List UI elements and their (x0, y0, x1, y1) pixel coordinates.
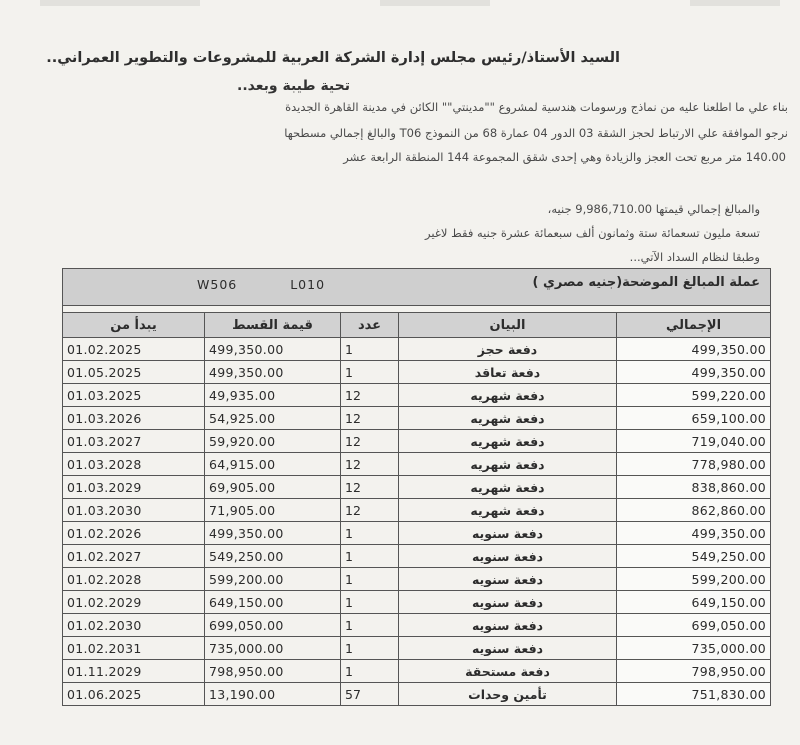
cell-start: 01.03.2028 (63, 453, 205, 476)
payment-system-line: وطبقا لنظام السداد الآتي... (629, 250, 760, 264)
table-row (63, 522, 771, 545)
cell-total: 719,040.00 (617, 430, 771, 453)
top-edge-fragment (380, 0, 490, 6)
header-installment: قيمة القسط (205, 313, 341, 338)
cell-total: 499,350.00 (617, 361, 771, 384)
header-start: يبدأ من (63, 313, 205, 338)
cell-count: 1 (341, 338, 399, 361)
cell-count: 12 (341, 499, 399, 522)
cell-total: 862,860.00 (617, 499, 771, 522)
table-row (63, 338, 771, 361)
table-header-row (63, 313, 771, 338)
cell-description: دفعة سنويه (399, 637, 617, 660)
paragraph-line-2: نرجو الموافقة علي الارتباط لحجز الشقة 03 الدور 04 عمارة 68 من النموذج T06 والبالغ إجمالي مسطحها (284, 126, 788, 140)
cell-start: 01.02.2027 (63, 545, 205, 568)
table-row (63, 453, 771, 476)
cell-installment: 599,200.00 (205, 568, 341, 591)
cell-total: 599,200.00 (617, 568, 771, 591)
top-edge-fragment (40, 0, 200, 6)
cell-description: دفعة شهريه (399, 453, 617, 476)
cell-count: 1 (341, 591, 399, 614)
cell-description: دفعة سنويه (399, 522, 617, 545)
table-row (63, 476, 771, 499)
cell-total: 599,220.00 (617, 384, 771, 407)
amount-in-words: تسعة مليون تسعمائة ستة وثمانون ألف سبعمائة عشرة جنيه فقط لاغير (425, 226, 760, 240)
cell-start: 01.03.2029 (63, 476, 205, 499)
cell-description: دفعة شهريه (399, 499, 617, 522)
cell-installment: 499,350.00 (205, 522, 341, 545)
table-row (63, 499, 771, 522)
table-row (63, 568, 771, 591)
code-1: W506 (197, 277, 238, 292)
cell-total: 649,150.00 (617, 591, 771, 614)
cell-installment: 54,925.00 (205, 407, 341, 430)
cell-installment: 69,905.00 (205, 476, 341, 499)
cell-description: تأمين وحدات (399, 683, 617, 706)
unit-codes (197, 277, 373, 292)
cell-total: 735,000.00 (617, 637, 771, 660)
cell-description: دفعة سنويه (399, 568, 617, 591)
table-spacer (63, 306, 771, 313)
greeting: تحية طيبة وبعد.. (237, 78, 350, 94)
cell-installment: 59,920.00 (205, 430, 341, 453)
cell-start: 01.02.2026 (63, 522, 205, 545)
table-title-bar (63, 269, 771, 306)
cell-count: 1 (341, 522, 399, 545)
cell-description: دفعة تعاقد (399, 361, 617, 384)
cell-total: 499,350.00 (617, 338, 771, 361)
cell-total: 798,950.00 (617, 660, 771, 683)
salutation: السيد الأستاذ/رئيس مجلس إدارة الشركة العربية للمشروعات والتطوير العمراني.. (46, 50, 620, 66)
payment-schedule-table (62, 268, 771, 706)
cell-installment: 649,150.00 (205, 591, 341, 614)
table-row (63, 545, 771, 568)
table-row (63, 614, 771, 637)
cell-start: 01.02.2029 (63, 591, 205, 614)
paragraph-line-1: بناء علي ما اطلعنا عليه من نماذج ورسومات هندسية لمشروع ""مدينتي"" الكائن في مدينة القاهرة الجديدة (285, 100, 788, 114)
table-body (63, 338, 771, 706)
cell-start: 01.02.2025 (63, 338, 205, 361)
code-2: L010 (290, 277, 326, 292)
cell-total: 499,350.00 (617, 522, 771, 545)
currency-label: عملة المبالغ الموضحة(جنيه مصري ) (532, 275, 761, 290)
cell-description: دفعة شهريه (399, 430, 617, 453)
table-row (63, 407, 771, 430)
cell-count: 12 (341, 407, 399, 430)
cell-start: 01.02.2030 (63, 614, 205, 637)
amount-line: والمبالغ إجمالي قيمتها 9,986,710.00 جنيه، (547, 202, 760, 216)
cell-total: 778,980.00 (617, 453, 771, 476)
cell-installment: 549,250.00 (205, 545, 341, 568)
cell-count: 57 (341, 683, 399, 706)
cell-installment: 64,915.00 (205, 453, 341, 476)
cell-start: 01.06.2025 (63, 683, 205, 706)
cell-description: دفعة شهريه (399, 476, 617, 499)
table-row (63, 430, 771, 453)
table-row (63, 384, 771, 407)
cell-description: دفعة مستحقة (399, 660, 617, 683)
cell-installment: 49,935.00 (205, 384, 341, 407)
cell-count: 12 (341, 476, 399, 499)
cell-count: 12 (341, 453, 399, 476)
cell-total: 838,860.00 (617, 476, 771, 499)
cell-installment: 499,350.00 (205, 338, 341, 361)
cell-start: 01.03.2025 (63, 384, 205, 407)
table-row (63, 361, 771, 384)
cell-count: 12 (341, 430, 399, 453)
cell-count: 1 (341, 568, 399, 591)
cell-description: دفعة سنويه (399, 591, 617, 614)
cell-total: 549,250.00 (617, 545, 771, 568)
paragraph-line-3: 140.00 متر مربع تحت العجز والزيادة وهي إحدى شقق المجموعة 144 المنطقة الرابعة عشر (343, 150, 786, 164)
cell-start: 01.03.2030 (63, 499, 205, 522)
cell-installment: 499,350.00 (205, 361, 341, 384)
cell-total: 751,830.00 (617, 683, 771, 706)
cell-count: 1 (341, 660, 399, 683)
cell-start: 01.11.2029 (63, 660, 205, 683)
cell-count: 12 (341, 384, 399, 407)
cell-start: 01.05.2025 (63, 361, 205, 384)
cell-start: 01.02.2031 (63, 637, 205, 660)
cell-installment: 699,050.00 (205, 614, 341, 637)
cell-total: 699,050.00 (617, 614, 771, 637)
cell-count: 1 (341, 545, 399, 568)
cell-description: دفعة شهريه (399, 407, 617, 430)
cell-installment: 798,950.00 (205, 660, 341, 683)
cell-start: 01.03.2027 (63, 430, 205, 453)
cell-count: 1 (341, 361, 399, 384)
top-edge-fragment (690, 0, 780, 6)
header-total: الإجمالي (617, 313, 771, 338)
header-description: البيان (399, 313, 617, 338)
cell-description: دفعة سنويه (399, 545, 617, 568)
table-row (63, 591, 771, 614)
cell-total: 659,100.00 (617, 407, 771, 430)
cell-start: 01.03.2026 (63, 407, 205, 430)
header-count: عدد (341, 313, 399, 338)
cell-installment: 13,190.00 (205, 683, 341, 706)
cell-installment: 71,905.00 (205, 499, 341, 522)
table-row (63, 660, 771, 683)
cell-count: 1 (341, 614, 399, 637)
cell-count: 1 (341, 637, 399, 660)
cell-start: 01.02.2028 (63, 568, 205, 591)
cell-description: دفعة حجز (399, 338, 617, 361)
cell-description: دفعة شهريه (399, 384, 617, 407)
cell-description: دفعة سنويه (399, 614, 617, 637)
table-row (63, 637, 771, 660)
table-row (63, 683, 771, 706)
cell-installment: 735,000.00 (205, 637, 341, 660)
